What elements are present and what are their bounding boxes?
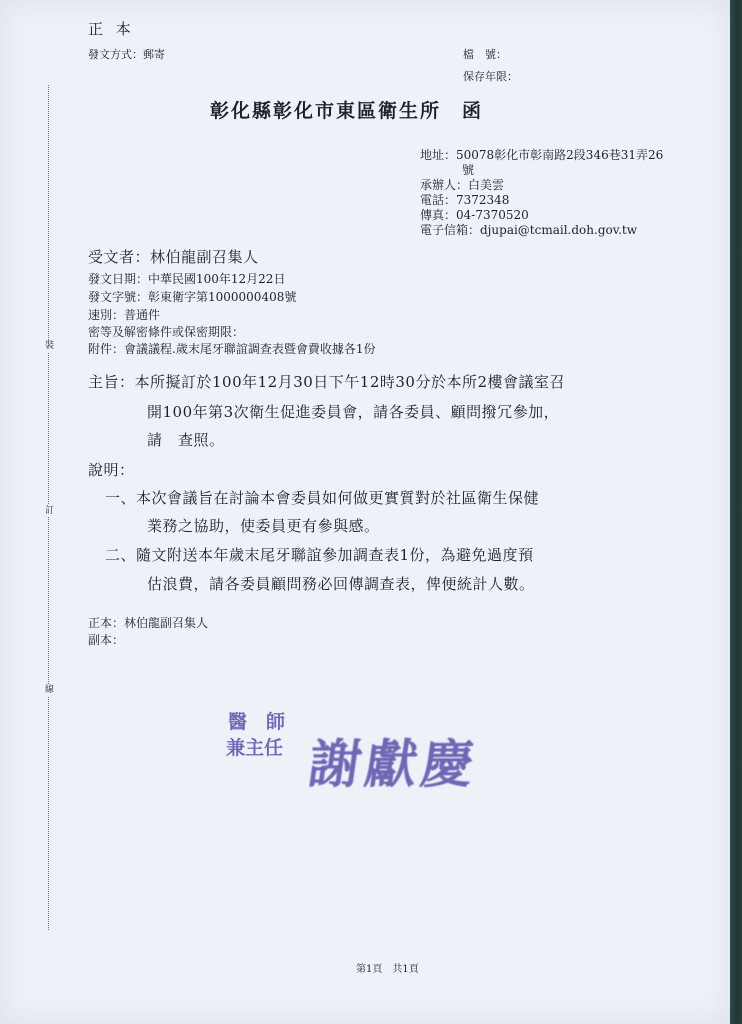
page-number: 第1頁 共1頁 bbox=[356, 964, 419, 975]
explanation-heading: 說明： bbox=[88, 461, 135, 479]
address-line-2: 號 bbox=[462, 163, 475, 177]
seal-title-bottom: 兼主任 bbox=[226, 737, 284, 759]
binding-mark-ding: 訂 bbox=[45, 506, 55, 516]
seal-name: 謝獻慶 bbox=[305, 734, 482, 795]
subject-line-1: 主旨：本所擬訂於100年12月30日下午12時30分於本所2樓會議室召 bbox=[88, 373, 566, 391]
copy-type: 正 本 bbox=[88, 20, 135, 38]
binding-mark-xian: 線 bbox=[45, 685, 55, 695]
explanation-item-1-line-2: 業務之協助，使委員更有參與感。 bbox=[147, 517, 380, 535]
handler: 承辦人：白美雲 bbox=[420, 178, 505, 192]
subject-line-2: 開100年第3次衛生促進委員會，請各委員、顧問撥冗參加， bbox=[147, 403, 560, 421]
file-number: 檔 號： bbox=[463, 48, 507, 61]
fax: 傳真：04-7370520 bbox=[420, 208, 529, 222]
explanation-item-2-line-2: 估浪費，請各委員顧問務必回傳調查表，俾便統計人數。 bbox=[147, 575, 535, 593]
distribution-original: 正本：林伯龍副召集人 bbox=[88, 616, 209, 630]
recipient: 受文者：林伯龍副召集人 bbox=[88, 248, 259, 266]
delivery-speed: 速別：普通件 bbox=[88, 308, 161, 322]
explanation-item-2-line-1: 二、隨文附送本年歲末尾牙聯誼參加調查表1份，為避免過度預 bbox=[105, 546, 534, 564]
dispatch-method: 發文方式：郵寄 bbox=[88, 48, 165, 61]
reference-number: 發文字號：彰東衛字第1000000408號 bbox=[88, 290, 297, 304]
attachment: 附件：會議議程.歲末尾牙聯誼調查表暨會費收據各1份 bbox=[88, 342, 376, 356]
official-seal-stamp bbox=[222, 708, 522, 808]
contact-block bbox=[420, 148, 663, 238]
phone: 電話：7372348 bbox=[420, 193, 510, 207]
document-title: 彰化縣彰化市東區衛生所 函 bbox=[210, 100, 484, 122]
subject-line-3: 請 查照。 bbox=[147, 431, 225, 449]
explanation-item-1-line-1: 一、本次會議旨在討論本會委員如何做更實質對於社區衛生保健 bbox=[105, 489, 540, 507]
distribution-copy: 副本： bbox=[88, 633, 125, 647]
binding-mark-zhuang: 裝 bbox=[45, 341, 55, 351]
address-line-1: 地址：50078彰化市彰南路2段346巷31弄26 bbox=[420, 148, 664, 162]
security-level: 密等及解密條件或保密期限： bbox=[88, 325, 245, 339]
retention-period: 保存年限： bbox=[463, 70, 518, 83]
issue-date: 發文日期：中華民國100年12月22日 bbox=[88, 272, 286, 286]
scanner-edge bbox=[730, 0, 742, 1024]
seal-title-top: 醫 師 bbox=[228, 711, 286, 733]
email: 電子信箱：djupai@tcmail.doh.gov.tw bbox=[420, 223, 637, 237]
